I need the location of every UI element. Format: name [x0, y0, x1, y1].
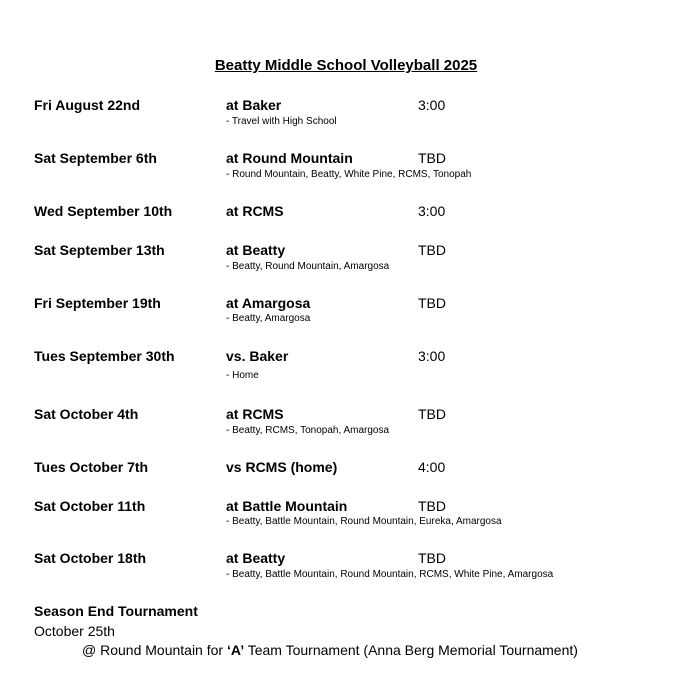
game-note: - Beatty, Battle Mountain, Round Mountain, Eureka, Amargosa: [226, 516, 502, 527]
game-date: Tues September 30th: [34, 348, 175, 364]
season-end-team-label: ‘A’: [226, 642, 245, 658]
game-location: at RCMS: [226, 406, 284, 422]
game-note: - Beatty, Amargosa: [226, 313, 311, 324]
game-time: 3:00: [418, 348, 446, 364]
game-time: TBD: [418, 498, 446, 514]
game-note: - Beatty, Battle Mountain, Round Mountain, RCMS, White Pine, Amargosa: [226, 569, 554, 580]
game-note: - Beatty, Round Mountain, Amargosa: [226, 261, 390, 272]
season-end-detail-suffix: Team Tournament (Anna Berg Memorial Tournament): [244, 642, 578, 658]
game-date: Sat September 13th: [34, 242, 165, 258]
page-title: Beatty Middle School Volleyball 2025: [214, 57, 478, 74]
game-location: at Baker: [226, 97, 282, 113]
game-location: at Beatty: [226, 550, 286, 566]
game-time: TBD: [418, 150, 446, 166]
game-time: TBD: [418, 242, 446, 258]
game-date: Sat October 18th: [34, 550, 147, 566]
game-time: 4:00: [418, 459, 446, 475]
game-date: Sat September 6th: [34, 150, 157, 166]
game-location: vs. Baker: [226, 348, 289, 364]
game-location: at Battle Mountain: [226, 498, 348, 514]
game-date: Fri September 19th: [34, 295, 161, 311]
game-note: - Beatty, RCMS, Tonopah, Amargosa: [226, 425, 390, 436]
game-note: - Home: [226, 370, 259, 381]
game-location: vs RCMS (home): [226, 459, 338, 475]
game-time: TBD: [418, 295, 446, 311]
game-time: 3:00: [418, 97, 446, 113]
game-date: Wed September 10th: [34, 203, 173, 219]
season-end-detail: [82, 642, 578, 658]
game-date: Tues October 7th: [34, 459, 149, 475]
season-end-detail-prefix: @ Round Mountain for: [82, 642, 227, 658]
season-end-title: Season End Tournament: [34, 603, 198, 619]
game-location: at Round Mountain: [226, 150, 353, 166]
game-location: at Amargosa: [226, 295, 311, 311]
season-end-date: October 25th: [34, 623, 115, 639]
game-location: at Beatty: [226, 242, 286, 258]
game-date: Fri August 22nd: [34, 97, 141, 113]
game-time: 3:00: [418, 203, 446, 219]
game-date: Sat October 11th: [34, 498, 146, 514]
game-note: - Round Mountain, Beatty, White Pine, RCMS, Tonopah: [226, 169, 472, 180]
game-date: Sat October 4th: [34, 406, 139, 422]
game-note: - Travel with High School: [226, 116, 337, 127]
game-time: TBD: [418, 406, 446, 422]
game-location: at RCMS: [226, 203, 284, 219]
game-time: TBD: [418, 550, 446, 566]
